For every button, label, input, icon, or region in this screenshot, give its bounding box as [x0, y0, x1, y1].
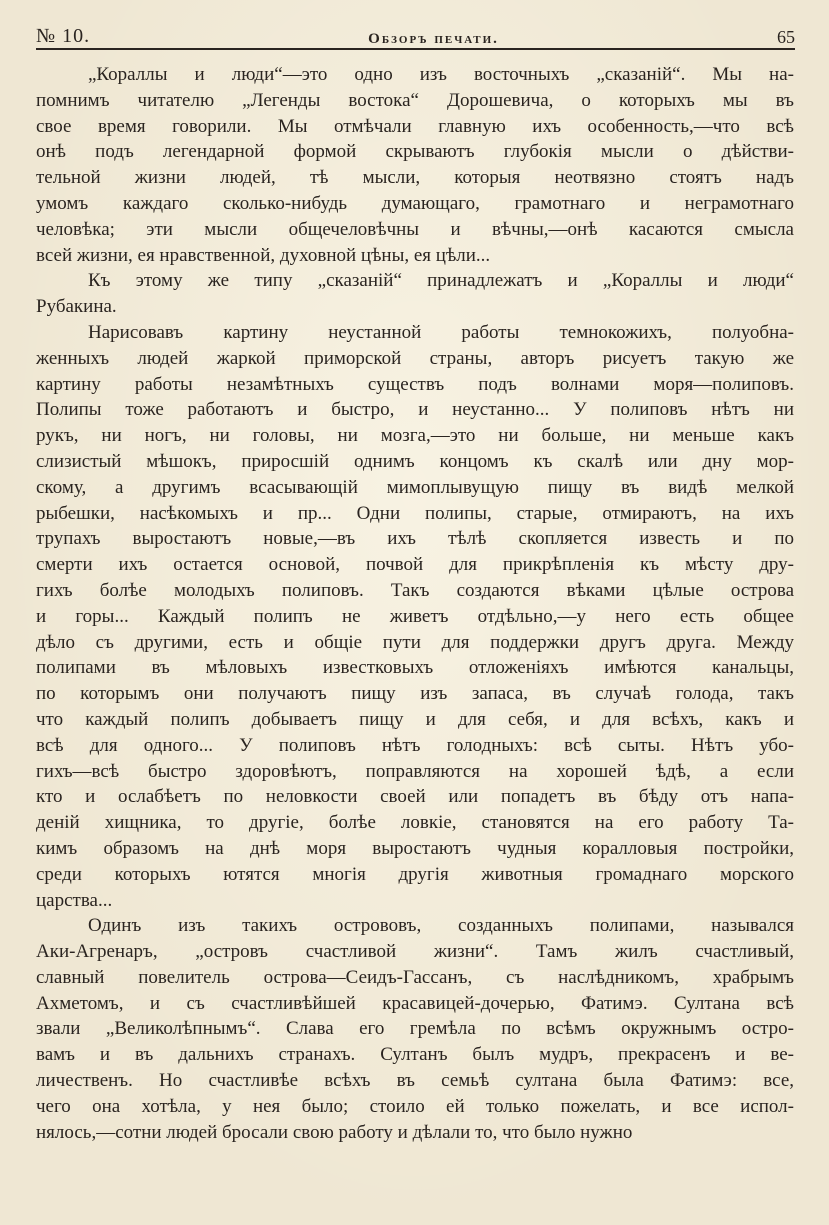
text-line: царства... — [36, 889, 113, 911]
header-rule — [36, 48, 795, 50]
text-line: личественъ. Но счастливѣе всѣхъ въ семьѣ султана была Фатимэ: все, — [36, 1070, 794, 1092]
text-line: по которымъ они получаютъ пищу изъ запаса, въ случаѣ голода, такъ — [36, 683, 794, 705]
text-line: „Кораллы и люди“—это одно изъ восточныхъ „сказаній“. Мы на- — [88, 64, 794, 85]
text-line: рыбешки, насѣкомыхъ и пр... Одни полипы, старые, отмираютъ, на ихъ — [36, 502, 794, 524]
text-line: Нарисовавъ картину неустанной работы темнокожихъ, полуобна- — [88, 321, 794, 343]
paragraph — [36, 268, 794, 320]
text-line: звали „Великолѣпнымъ“. Слава его гремѣла по всѣмъ окружнымъ остро- — [36, 1018, 794, 1040]
issue-number: № 10. — [36, 25, 91, 47]
text-line: нялось,—сотни людей бросали свою работу и дѣлали то, что было нужно — [36, 1121, 633, 1143]
text-line: Рубакина. — [36, 296, 117, 318]
text-line: дѣло съ другими, есть и общіе пути для поддержки другъ друга. Между — [36, 631, 794, 653]
text-line: женныхъ людей жаркой приморской страны, авторъ рисуетъ такую же — [36, 347, 794, 369]
text-line: человѣка; эти мысли общечеловѣчны и вѣчны,—онѣ касаются смысла — [36, 218, 794, 240]
text-line: Одинъ изъ такихъ острововъ, созданныхъ полипами, назывался — [88, 915, 794, 937]
text-line: скому, а другимъ всасывающій мимоплывущую пищу въ видѣ мелкой — [36, 476, 794, 498]
text-line: рукъ, ни ногъ, ни головы, ни мозга,—это ни больше, ни меньше какъ — [36, 425, 794, 447]
text-line: всѣ для одного... У полиповъ нѣтъ голодныхъ: всѣ сыты. Нѣтъ убо- — [36, 734, 794, 756]
page-number: 65 — [777, 27, 795, 47]
article-body — [36, 62, 794, 1145]
text-line: умомъ каждаго сколько-нибудь думающаго, грамотнаго и неграмотнаго — [36, 192, 794, 214]
text-line: помнимъ читателю „Легенды востока“ Дорошевича, о которыхъ мы въ — [36, 89, 794, 111]
text-line: и горы... Каждый полипъ не живетъ отдѣльно,—у него есть общее — [36, 605, 794, 627]
text-line: деній хищника, то другіе, болѣе ловкіе, становятся на его работу Та- — [36, 812, 794, 834]
text-line: полипами въ мѣловыхъ известковыхъ отложеніяхъ имѣются канальцы, — [36, 657, 794, 679]
text-line: гихъ—всѣ быстро здоровѣютъ, поправляются на хорошей ѣдѣ, а если — [36, 760, 794, 782]
text-line: гихъ болѣе молодыхъ полиповъ. Такъ создаются вѣками цѣлые острова — [36, 579, 794, 601]
text-line: онѣ подъ легендарной формой скрываютъ глубокія мысли о дѣйстви- — [36, 141, 794, 163]
text-line: Аки-Агренаръ, „островъ счастливой жизни“. Тамъ жилъ счастливый, — [36, 941, 794, 963]
text-line: кто и ослабѣетъ по неловкости своей или попадетъ въ бѣду отъ напа- — [36, 786, 794, 808]
text-line: тельной жизни людей, тѣ мысли, которыя неотвязно стоятъ надъ — [36, 167, 794, 189]
paragraph — [36, 62, 794, 268]
paragraph — [36, 320, 794, 913]
text-line: что каждый полипъ добываетъ пищу и для себя, и для всѣхъ, какъ и — [36, 708, 794, 730]
text-line: чего она хотѣла, у нея было; стоило ей только пожелать, и все испол- — [36, 1095, 794, 1117]
text-line: всей жизни, ея нравственной, духовной цѣны, ея цѣли... — [36, 244, 491, 266]
text-line: Полипы тоже работаютъ и быстро, и неустанно... У полиповъ нѣтъ ни — [36, 399, 794, 421]
text-line: трупахъ выростаютъ новые,—въ ихъ тѣлѣ скопляется известь и по — [36, 528, 794, 550]
text-line: слизистый мѣшокъ, приросшій однимъ концомъ къ скалѣ или дну мор- — [36, 450, 794, 472]
text-line: вамъ и въ дальнихъ странахъ. Султанъ былъ мудръ, прекрасенъ и ве- — [36, 1044, 794, 1066]
running-header — [36, 18, 795, 48]
text-line: картину работы незамѣтныхъ существъ подъ волнами моря—полиповъ. — [36, 373, 794, 395]
text-line: Къ этому же типу „сказаній“ принадлежатъ и „Кораллы и люди“ — [88, 270, 794, 292]
text-line: кимъ образомъ на днѣ моря выростаютъ чудныя коралловыя постройки, — [36, 837, 794, 859]
text-line: смерти ихъ остается основой, почвой для прикрѣпленія къ мѣсту дру- — [36, 554, 794, 576]
text-line: славный повелитель острова—Сеидъ-Гассанъ, съ наслѣдникомъ, храбрымъ — [36, 966, 794, 988]
running-title: Обзоръ печати. — [368, 31, 499, 47]
text-line: Ахметомъ, и съ счастливѣйшей красавицей-дочерью, Фатимэ. Султана всѣ — [36, 992, 794, 1014]
text-line: свое время говорили. Мы отмѣчали главную ихъ особенность,—что всѣ — [36, 115, 794, 137]
text-line: среди которыхъ ютятся многія другія животныя громаднаго морского — [36, 863, 794, 885]
paragraph — [36, 913, 794, 1145]
